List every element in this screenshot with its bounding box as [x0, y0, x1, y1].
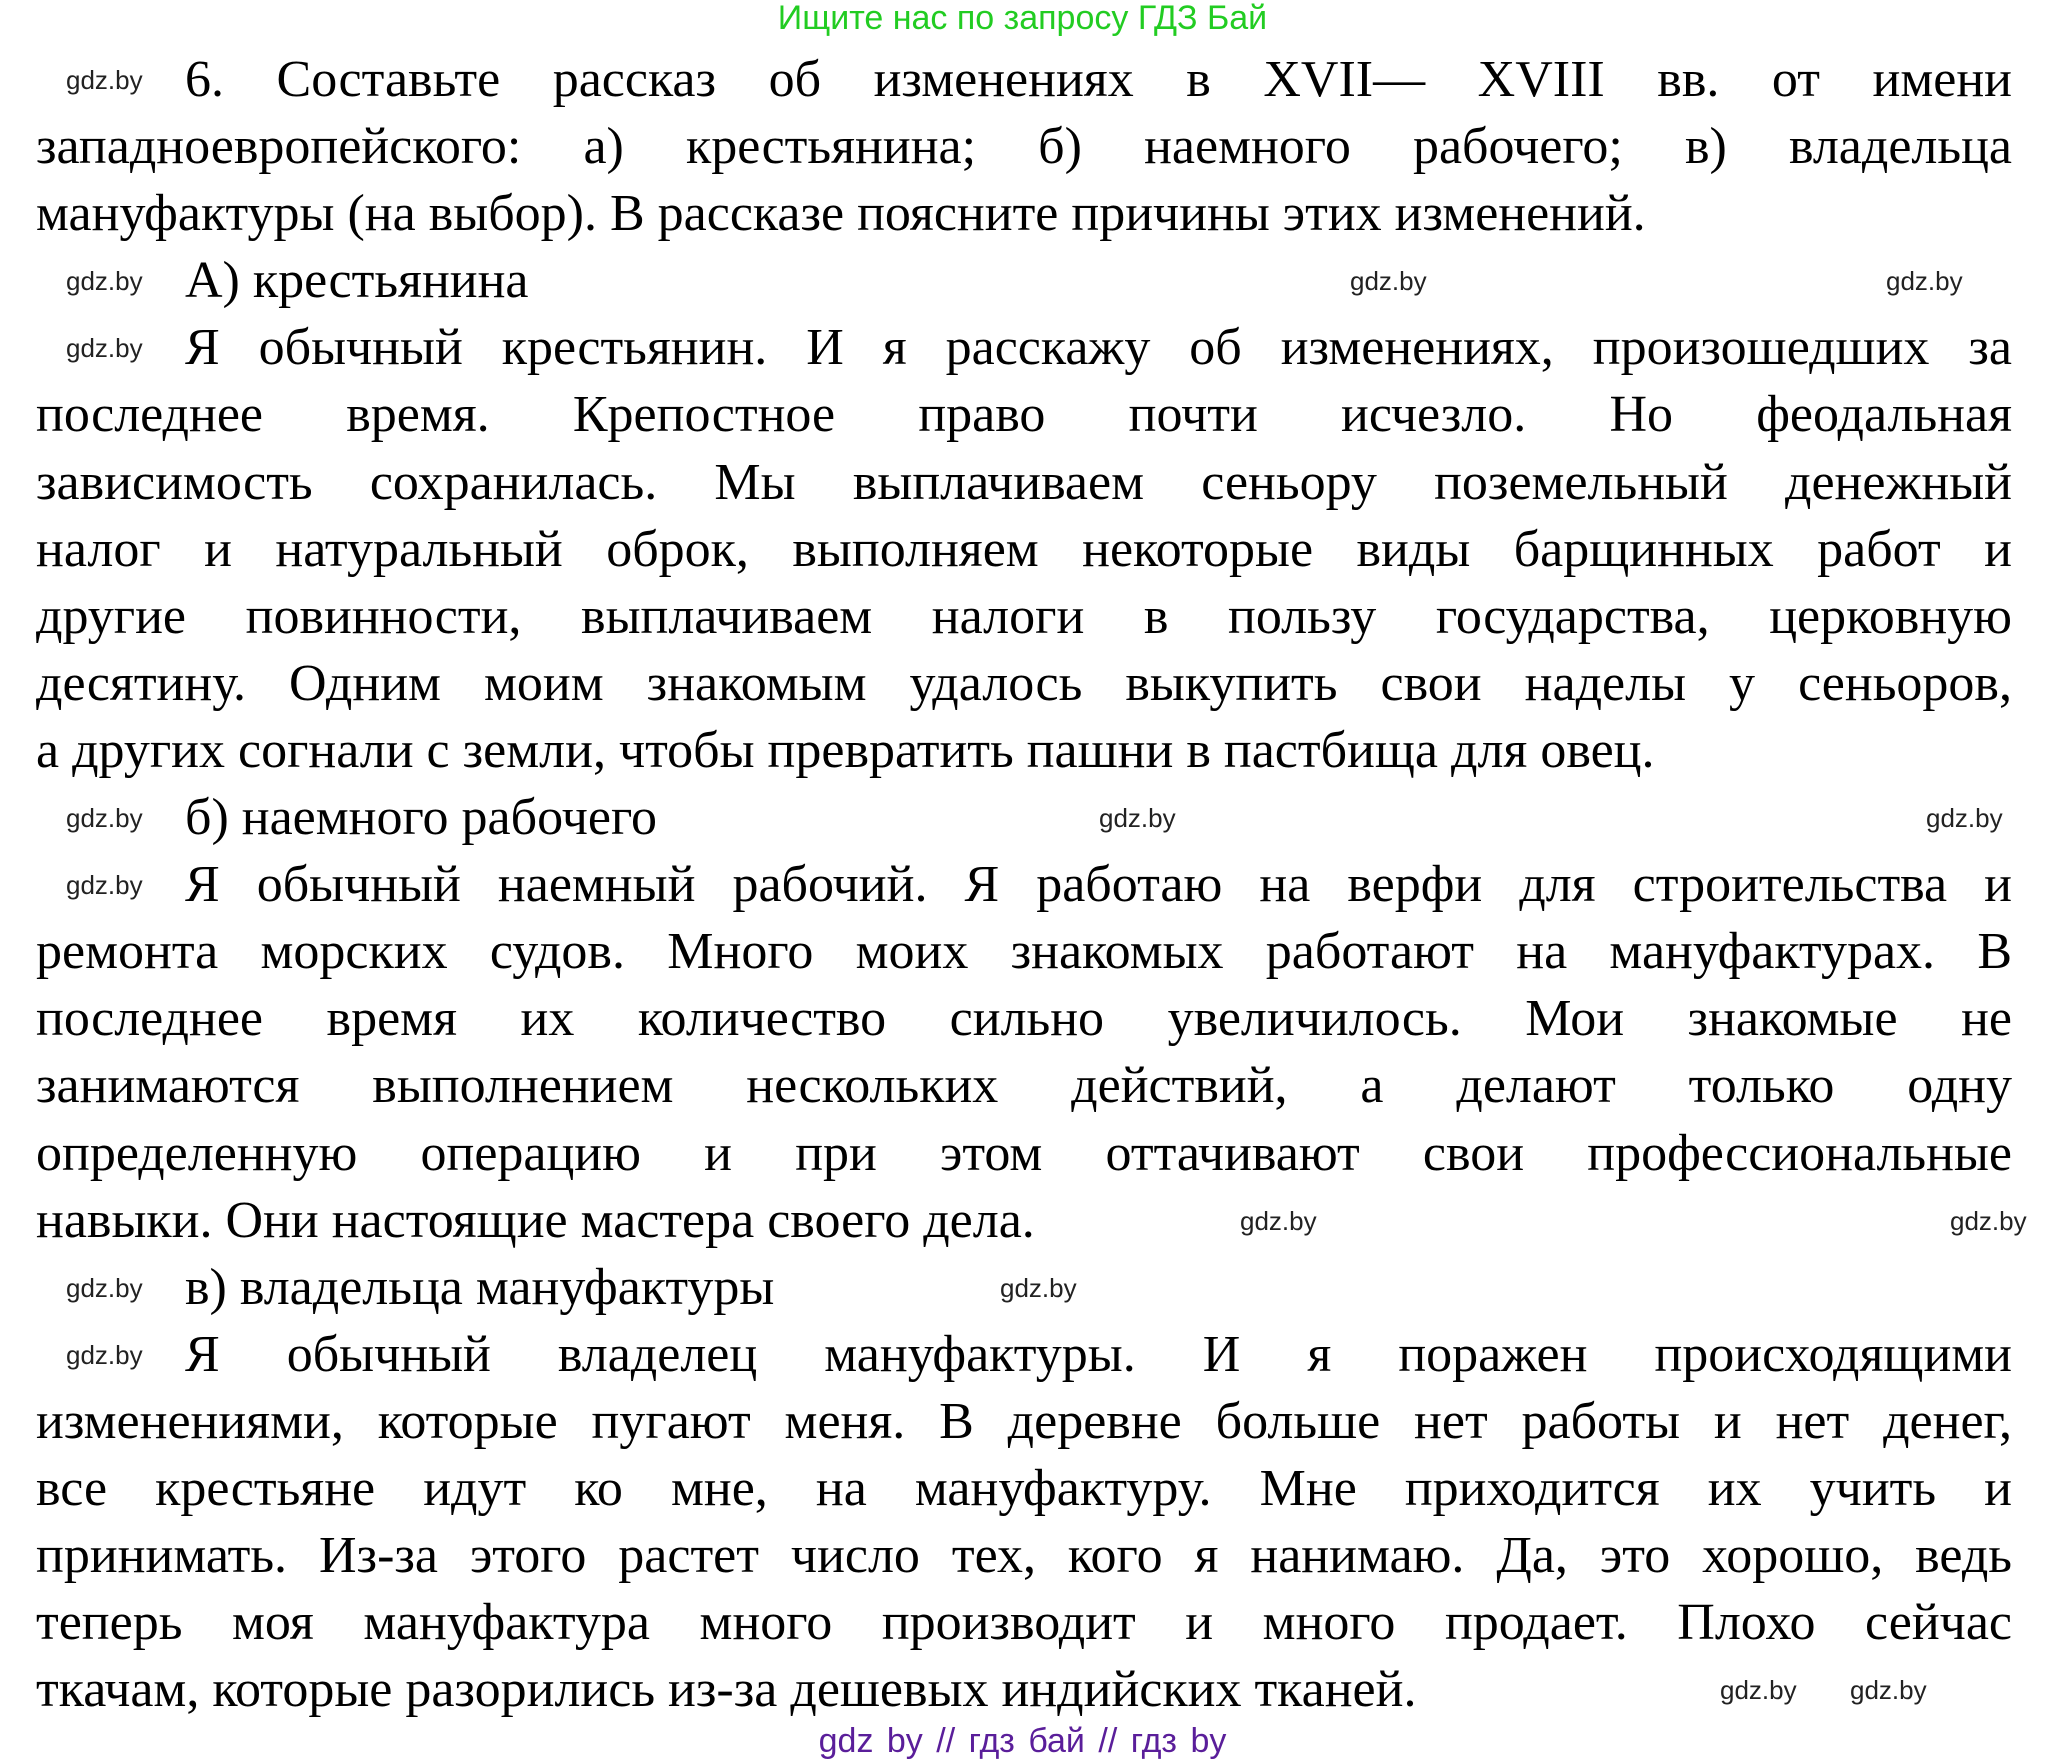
paragraph-line: последнее время их количество сильно увеличилось. Мои знакомые не — [36, 990, 2012, 1048]
paragraph-line: Я обычный владелец мануфактуры. И я поражен происходящими — [185, 1325, 2012, 1383]
watermark: gdz.by — [66, 1340, 143, 1370]
watermark: gdz.by — [1886, 266, 1963, 296]
document-body — [36, 46, 2012, 1723]
task-line: западноевропейского: а) крестьянина; б) наемного рабочего; в) владельца — [36, 118, 2012, 176]
watermark: gdz.by — [66, 1273, 143, 1303]
paragraph-line: зависимость сохранилась. Мы выплачиваем сеньору поземельный денежный — [36, 453, 2012, 511]
watermark: gdz.by — [1350, 266, 1427, 296]
paragraph-line: налог и натуральный оброк, выполняем некоторые виды барщинных работ и — [36, 520, 2012, 578]
paragraph-line: принимать. Из-за этого растет число тех, кого я нанимаю. Да, это хорошо, ведь — [36, 1527, 2012, 1585]
task-line: мануфактуры (на выбор). В рассказе поясните причины этих изменений. — [36, 185, 1646, 243]
watermark: gdz.by — [66, 333, 143, 363]
paragraph-line: занимаются выполнением нескольких действий, а делают только одну — [36, 1057, 2012, 1115]
watermark: gdz.by — [1926, 803, 2003, 833]
watermark: gdz.by — [1240, 1206, 1317, 1236]
paragraph-line: десятину. Одним моим знакомым удалось выкупить свои наделы у сеньоров, — [36, 654, 2012, 712]
watermark: gdz.by — [1720, 1675, 1797, 1705]
paragraph-line: изменениями, которые пугают меня. В деревне больше нет работы и нет денег, — [36, 1392, 2012, 1450]
paragraph-line: ремонта морских судов. Много моих знакомых работают на мануфактурах. В — [36, 923, 2012, 981]
watermark: gdz.by — [1000, 1273, 1077, 1303]
watermark: gdz.by — [66, 266, 143, 296]
paragraph-line: другие повинности, выплачиваем налоги в пользу государства, церковную — [36, 587, 2012, 645]
watermark: gdz.by — [66, 803, 143, 833]
paragraph-line: а других согнали с земли, чтобы превратить пашни в пастбища для овец. — [36, 721, 1655, 779]
watermark: gdz.by — [1950, 1206, 2027, 1236]
paragraph-line: определенную операцию и при этом оттачивают свои профессиональные — [36, 1124, 2012, 1182]
paragraph-line: все крестьяне идут ко мне, на мануфактуру. Мне приходится их учить и — [36, 1459, 2012, 1517]
paragraph-line: теперь моя мануфактура много производит и много продает. Плохо сейчас — [36, 1594, 2012, 1652]
watermark: gdz.by — [1099, 803, 1176, 833]
watermark: gdz.by — [1850, 1675, 1927, 1705]
search-banner: Ищите нас по запросу ГДЗ Бай — [777, 0, 1268, 37]
paragraph-line: Я обычный наемный рабочий. Я работаю на верфи для строительства и — [185, 856, 2012, 914]
paragraph-line: последнее время. Крепостное право почти исчезло. Но феодальная — [36, 386, 2012, 444]
paragraph-line: навыки. Они настоящие мастера своего дела. — [36, 1191, 1035, 1249]
task-line: 6. Составьте рассказ об изменениях в XVII— XVIII вв. от имени — [185, 51, 2012, 108]
paragraph-line: ткачам, которые разорились из-за дешевых индийских тканей. — [36, 1661, 1417, 1719]
watermark: gdz.by — [66, 870, 143, 900]
section-heading-worker: б) наемного рабочего — [185, 789, 657, 847]
paragraph-line: Я обычный крестьянин. И я расскажу об изменениях, произошедших за — [185, 319, 2012, 377]
section-heading-owner: в) владельца мануфактуры — [185, 1258, 775, 1316]
watermark: gdz.by — [66, 65, 143, 95]
section-heading-peasant: А) крестьянина — [185, 252, 529, 310]
footer-watermark: gdz by // гдз бай // гдз by — [818, 1722, 1227, 1760]
